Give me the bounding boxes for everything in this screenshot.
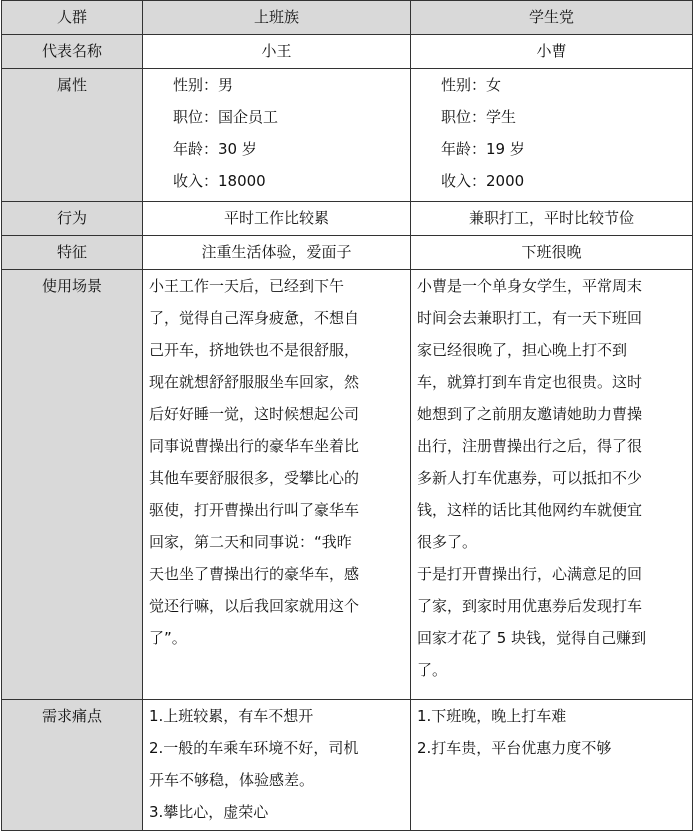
student-gender: 性别：女 [441, 76, 502, 94]
row-label-trait: 特征 [2, 236, 143, 270]
student-scene-line: 了家，到家时用优惠券后发现打车 [417, 597, 643, 615]
student-income: 收入：2000 [441, 172, 525, 190]
student-scene-line: 钱，这样的话比其他网约车就便宜 [417, 501, 643, 519]
student-scene-line: 她想到了之前朋友邀请她助力曹操 [417, 405, 643, 423]
student-pain [411, 700, 693, 831]
scene-row [2, 270, 693, 700]
student-age: 年龄：19 岁 [441, 140, 525, 158]
student-scene-line: 多新人打车优惠券，可以抵扣不少 [417, 469, 643, 487]
header-cell-group: 人群 [2, 1, 143, 35]
office-scene-line: 同事说曹操出行的豪华车坐着比 [149, 437, 360, 455]
office-age: 年龄：30 岁 [173, 140, 257, 158]
office-pain-line: 2.一般的车乘车环境不好，司机 [149, 739, 359, 757]
office-behavior: 平时工作比较累 [143, 202, 411, 236]
office-scene-line: 小王工作一天后，已经到下午 [149, 277, 345, 295]
row-label-behavior: 行为 [2, 202, 143, 236]
name-row [2, 35, 693, 69]
office-scene-line: 驱使，打开曹操出行叫了豪华车 [149, 501, 360, 519]
office-attrs [143, 69, 411, 202]
office-scene-line: 现在就想舒舒服服坐车回家，然 [149, 373, 360, 391]
office-name: 小王 [143, 35, 411, 69]
student-attrs [411, 69, 693, 202]
student-scene-line: 回家才花了 5 块钱，觉得自己赚到 [417, 629, 647, 647]
student-pain-line: 2.打车贵，平台优惠力度不够 [417, 739, 612, 757]
attr-row [2, 69, 693, 202]
student-scene-line: 时间会去兼职打工，有一天下班回 [417, 309, 643, 327]
header-cell-office: 上班族 [143, 1, 411, 35]
office-scene-line: 己开车，挤地铁也不是很舒服， [149, 341, 360, 359]
row-label-attr: 属性 [2, 69, 143, 202]
student-scene [411, 270, 693, 700]
student-scene-line: 小曹是一个单身女学生，平常周末 [417, 277, 643, 295]
row-label-name: 代表名称 [2, 35, 143, 69]
office-scene-line: 回家，第二天和同事说：“我昨 [149, 533, 352, 551]
office-pain-line: 3.攀比心，虚荣心 [149, 803, 269, 821]
student-position: 职位：学生 [441, 108, 517, 126]
student-scene-line: 很多了。 [417, 533, 478, 551]
office-income: 收入：18000 [173, 172, 266, 190]
office-pain-line: 开车不够稳，体验感差。 [149, 771, 315, 789]
row-label-scene: 使用场景 [2, 270, 143, 700]
pain-row [2, 700, 693, 831]
student-name: 小曹 [411, 35, 693, 69]
student-scene-line: 了。 [417, 661, 448, 679]
row-label-pain: 需求痛点 [2, 700, 143, 831]
header-row [2, 1, 693, 35]
office-scene-line: 其他车要舒服很多，受攀比心的 [149, 469, 360, 487]
student-scene-line: 车，就算打到车肯定也很贵。这时 [417, 373, 643, 391]
office-scene-line: 了”。 [149, 629, 187, 647]
header-cell-student: 学生党 [411, 1, 693, 35]
office-scene-line: 觉还行嘛，以后我回家就用这个 [149, 597, 360, 615]
trait-row [2, 236, 693, 270]
student-trait: 下班很晚 [411, 236, 693, 270]
student-scene-line: 家已经很晚了，担心晚上打不到 [417, 341, 628, 359]
student-pain-line: 1.下班晚，晚上打车难 [417, 707, 567, 725]
office-pain [143, 700, 411, 831]
office-scene-line: 天也坐了曹操出行的豪华车，感 [149, 565, 360, 583]
office-scene-line: 了，觉得自己浑身疲惫，不想自 [149, 309, 360, 327]
office-scene-line: 后好好睡一觉，这时候想起公司 [149, 405, 360, 423]
student-scene-line: 于是打开曹操出行，心满意足的回 [417, 565, 643, 583]
office-pain-line: 1.上班较累，有车不想开 [149, 707, 314, 725]
office-trait: 注重生活体验，爱面子 [143, 236, 411, 270]
student-scene-line: 出行，注册曹操出行之后，得了很 [417, 437, 643, 455]
office-gender: 性别：男 [173, 76, 234, 94]
behavior-row [2, 202, 693, 236]
office-position: 职位：国企员工 [173, 108, 279, 126]
office-scene [143, 270, 411, 700]
persona-table [1, 0, 693, 831]
student-behavior: 兼职打工，平时比较节俭 [411, 202, 693, 236]
